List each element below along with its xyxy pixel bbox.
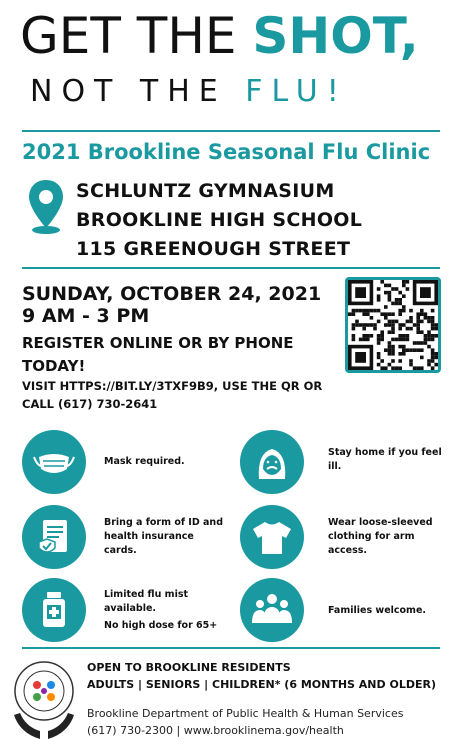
- mask-icon: [22, 430, 86, 494]
- tip-mask: [104, 455, 185, 469]
- tip-flu-mist: [104, 588, 217, 633]
- tip-stay-home: [328, 446, 442, 474]
- tip-families-line-1: Families welcome.: [328, 605, 427, 616]
- tshirt-icon: [240, 505, 304, 569]
- tip-flu-mist-line-1: Limited flu mist: [104, 589, 189, 600]
- event-date: SUNDAY, OCTOBER 24, 2021: [22, 283, 322, 305]
- footer-line-4[interactable]: (617) 730-2300 | www.brooklinema.gov/health: [87, 724, 344, 737]
- divider-middle: [22, 267, 440, 269]
- headline-flu: FLU!: [245, 74, 348, 109]
- family-icon: [240, 578, 304, 642]
- location-line-1: SCHLUNTZ GYMNASIUM: [76, 180, 335, 202]
- tip-stay-home-line-1: Stay home if you feel: [328, 447, 442, 458]
- clinic-title: 2021 Brookline Seasonal Flu Clinic: [22, 140, 431, 164]
- headline-shot: SHOT,: [252, 7, 419, 65]
- register-line-1: REGISTER ONLINE OR BY PHONE: [22, 334, 294, 352]
- tip-id: [104, 516, 223, 558]
- headline-line-1: [20, 6, 419, 66]
- tip-flu-mist-line-2: available.: [104, 603, 157, 614]
- tip-id-line-2: health insurance: [104, 531, 194, 542]
- visit-line-2: CALL (617) 730-2641: [22, 397, 158, 411]
- location-pin-icon: [26, 178, 66, 238]
- headline-line-2: [30, 72, 348, 112]
- id-card-icon: [22, 505, 86, 569]
- event-time: 9 AM - 3 PM: [22, 305, 150, 327]
- location-line-2: BROOKLINE HIGH SCHOOL: [76, 209, 363, 231]
- tip-stay-home-line-2: ill.: [328, 461, 342, 472]
- footer-line-3: Brookline Department of Public Health & Human Services: [87, 707, 404, 720]
- headline-not-the: NOT THE: [30, 74, 246, 109]
- tip-families: [328, 604, 426, 618]
- qr-code[interactable]: [345, 277, 441, 373]
- tip-clothing: [328, 516, 433, 558]
- sick-person-icon: [240, 430, 304, 494]
- tip-flu-mist-line-3: No high dose for 65+: [104, 620, 218, 631]
- department-seal-logo: [10, 655, 78, 743]
- tip-clothing-line-1: Wear loose-sleeved: [328, 517, 433, 528]
- headline-get-the: GET THE: [20, 7, 253, 65]
- visit-instructions: [22, 377, 352, 413]
- tip-mask-line-1: Mask required.: [104, 456, 185, 467]
- footer-line-2: ADULTS | SENIORS | CHILDREN* (6 MONTHS AND OLDER): [87, 678, 436, 691]
- register-line-2: TODAY!: [22, 357, 86, 375]
- divider-top: [22, 130, 440, 132]
- tip-id-line-1: Bring a form of ID and: [104, 517, 223, 528]
- visit-line-1: VISIT HTTPS://BIT.LY/3TXF9B9, USE THE QR OR: [22, 379, 323, 393]
- vaccine-bottle-icon: [22, 578, 86, 642]
- footer-line-1: OPEN TO BROOKLINE RESIDENTS: [87, 661, 291, 674]
- divider-bottom: [22, 647, 440, 649]
- tip-clothing-line-2: clothing for arm: [328, 531, 415, 542]
- tip-id-line-3: cards.: [104, 545, 137, 556]
- location-line-3: 115 GREENOUGH STREET: [76, 238, 351, 260]
- tip-clothing-line-3: access.: [328, 545, 368, 556]
